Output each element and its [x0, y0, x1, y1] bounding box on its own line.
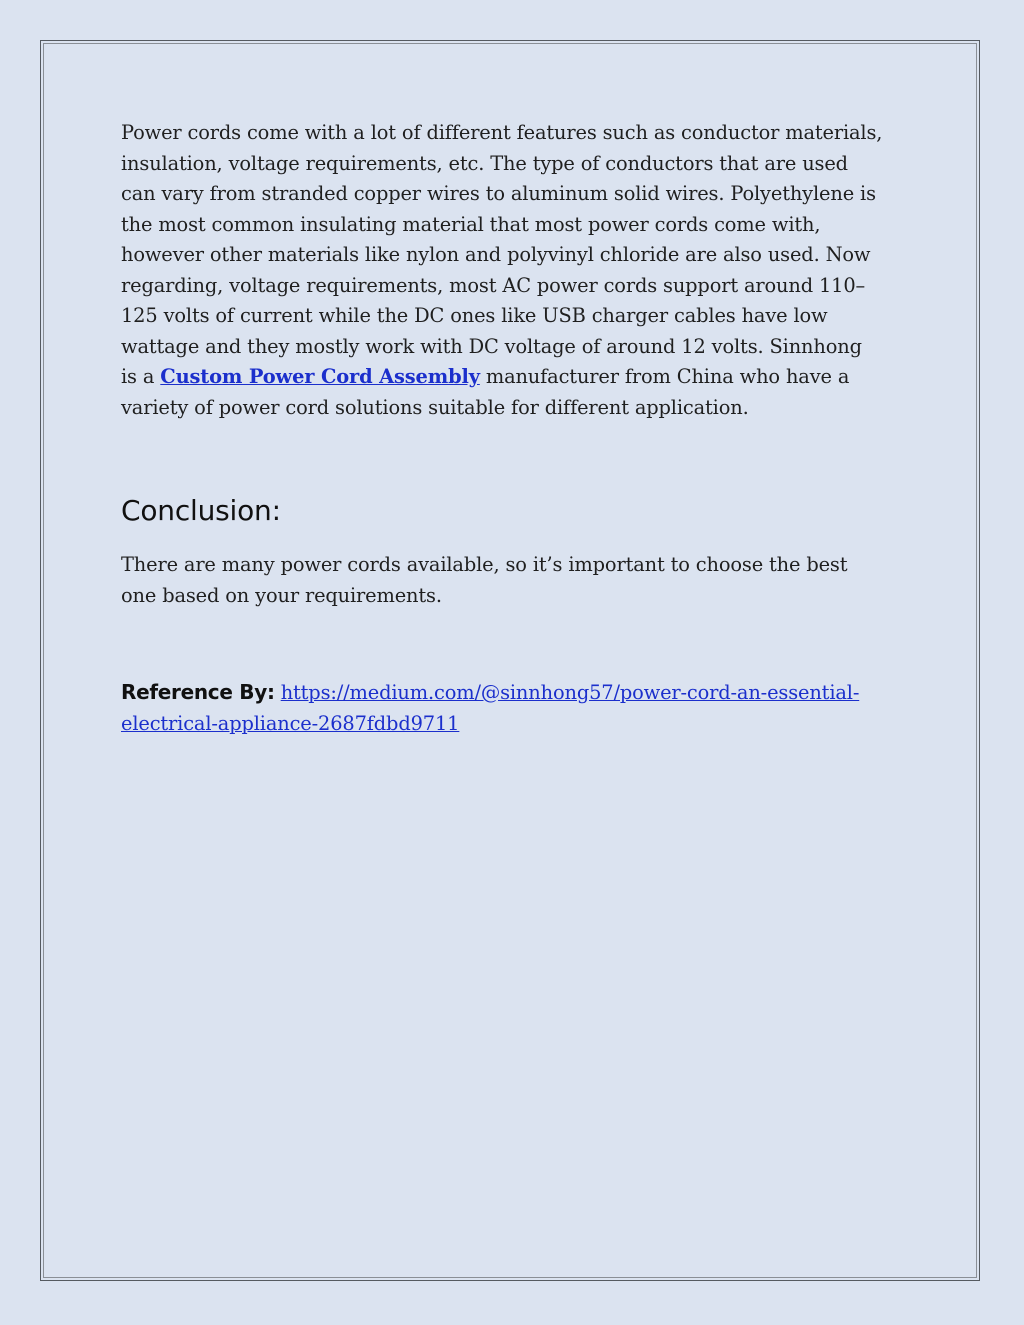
document-body: [121, 118, 883, 739]
conclusion-heading: Conclusion:: [121, 494, 281, 527]
reference-line: [121, 677, 883, 739]
conclusion-paragraph: There are many power cords available, so it’s important to choose the best one based on your requirements.: [121, 553, 848, 607]
paragraph-text-start: Power cords come with a lot of different features such as conductor materials, insulation, voltage requirements, etc. The type of conductors that are used can vary from stranded copper wires to aluminum solid wires. Polyethylene is the most common insulating material that most power cords come with, however other materials like nylon and polyvinyl chloride are also used. Now regarding, voltage requirements, most AC power cords support around 110–125 volts of current while the DC ones like USB charger cables have low wattage and they mostly work with DC voltage of around 12 volts. Sinnhong is a: [121, 121, 883, 388]
custom-power-cord-assembly-link[interactable]: Custom Power Cord Assembly: [160, 365, 480, 388]
reference-label: Reference By:: [121, 680, 275, 704]
reference-url-link[interactable]: https://medium.com/@sinnhong57/power-cord-an-essential-electrical-appliance-2687fdbd9711: [121, 681, 860, 735]
paragraph-text-end: manufacturer from China who have a variety of power cord solutions suitable for different application.: [121, 365, 850, 419]
paragraph-power-cord-features: [121, 118, 883, 423]
